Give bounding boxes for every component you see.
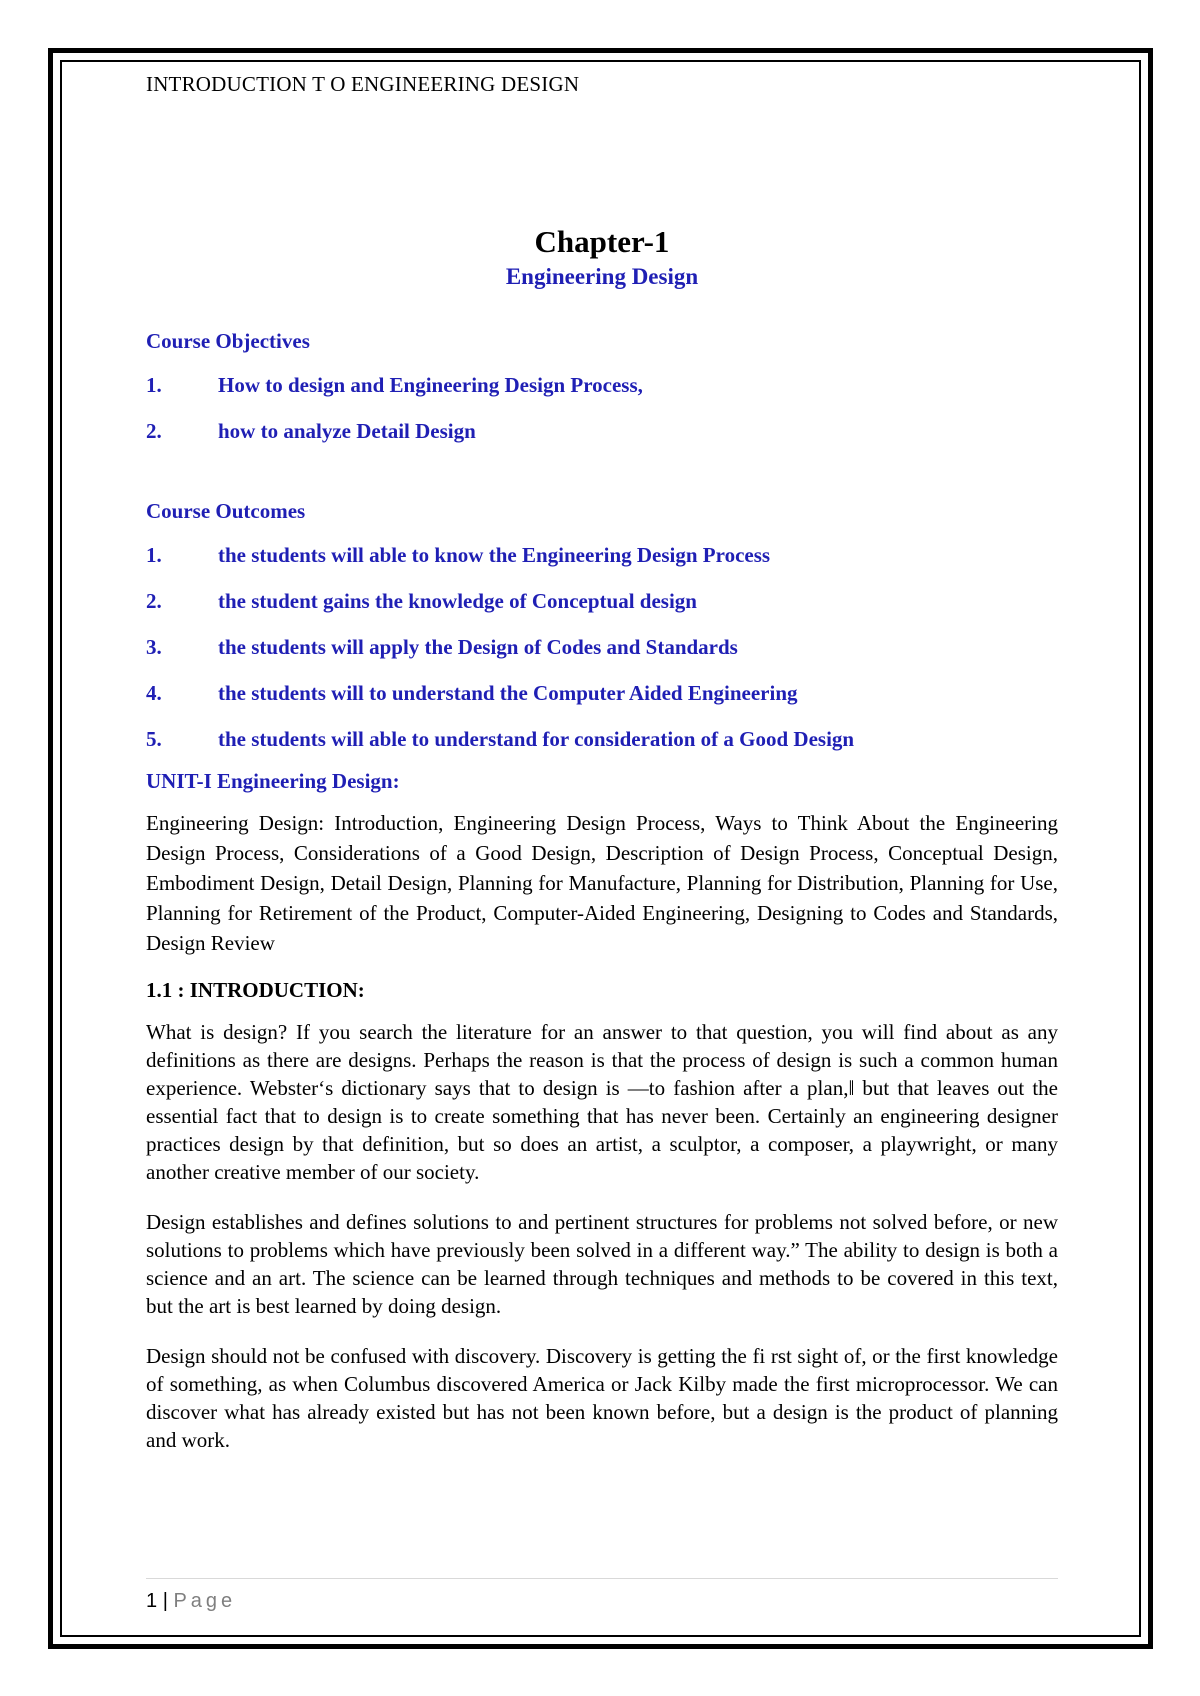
list-item [146,370,1058,400]
list-item-text: How to design and Engineering Design Process, [218,373,643,397]
list-item-number: 2. [146,419,162,443]
page-label: Page [173,1590,237,1612]
list-item-text: the student gains the knowledge of Conceptual design [218,589,697,613]
introduction-heading: 1.1 : INTRODUCTION: [146,978,365,1002]
chapter-subtitle: Engineering Design [505,264,699,289]
list-item-text: the students will apply the Design of Codes and Standards [218,635,738,659]
intro-paragraph: Design establishes and defines solutions to and pertinent structures for problems not solved before, or new solutions to problems which have previously been solved in a different way.” The ability to design is both a science and an art. The science can be learned through techniques and methods to be covered in this text, but the art is best learned by doing design. [146,1210,1058,1318]
list-item-text: how to analyze Detail Design [218,419,476,443]
page-footer [146,1590,236,1613]
list-item [146,632,1058,662]
course-objectives-heading: Course Objectives [146,329,310,353]
list-item [146,416,1058,446]
intro-paragraph: Design should not be confused with discovery. Discovery is getting the fi rst sight of, or the first knowledge of something, as when Columbus discovered America or Jack Kilby made the first microprocessor. We can discover what has already existed but has not been known before, but a design is the product of planning and work. [146,1344,1058,1452]
chapter-title: Chapter-1 [534,224,670,259]
list-item [146,540,1058,570]
list-item-number: 1. [146,373,162,397]
list-item [146,724,1058,754]
page-content [146,72,1058,1454]
list-item-number: 1. [146,543,162,567]
list-item-number: 4. [146,681,162,705]
list-item [146,586,1058,616]
unit-syllabus-paragraph: Engineering Design: Introduction, Engineering Design Process, Ways to Think About the Engineering Design Process, Considerations of a Good Design, Description of Design Process, Conceptual Design, Embodiment Design, Detail Design, Planning for Manufacture, Planning for Distribution, Planning for Use, Planning for Retirement of the Product, Computer-Aided Engineering, Designing to Codes and Standards, Design Review [146,811,1058,955]
footer-separator: | [162,1590,168,1612]
footer-divider [146,1578,1058,1579]
running-header: INTRODUCTION T O ENGINEERING DESIGN [146,72,580,96]
page-number: 1 [146,1590,158,1612]
course-objectives-list [146,370,1058,446]
list-item-text: the students will able to understand for consideration of a Good Design [218,727,855,751]
course-outcomes-heading: Course Outcomes [146,499,306,523]
list-item-text: the students will to understand the Computer Aided Engineering [218,681,798,705]
list-item-text: the students will able to know the Engineering Design Process [218,543,771,567]
list-item [146,678,1058,708]
list-item-number: 2. [146,589,162,613]
course-outcomes-list [146,540,1058,754]
list-item-number: 5. [146,727,162,751]
unit-heading: UNIT-I Engineering Design: [146,769,400,793]
list-item-number: 3. [146,635,162,659]
intro-paragraph: What is design? If you search the literature for an answer to that question, you will find about as any definitions as there are designs. Perhaps the reason is that the process of design is such a common human experience. Webster‘s dictionary says that to design is ―to fashion after a plan,‖ but that leaves out the essential fact that to design is to create something that has never been. Certainly an engineering designer practices design by that definition, but so does an artist, a sculptor, a composer, a playwright, or many another creative member of our society. [146,1020,1058,1184]
